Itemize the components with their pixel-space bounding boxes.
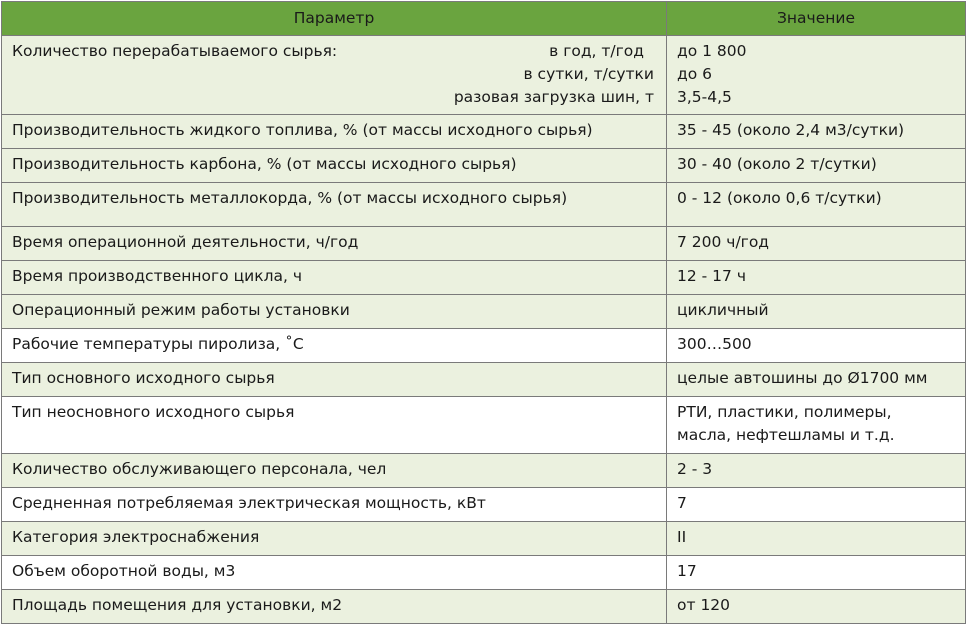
value-cell: 0 - 12 (около 0,6 т/сутки) xyxy=(667,183,966,227)
table-row xyxy=(2,363,966,397)
parameters-table xyxy=(1,1,966,624)
param-cell: Тип основного исходного сырья xyxy=(2,363,667,397)
table-row xyxy=(2,227,966,261)
param-cell: Категория электроснабжения xyxy=(2,522,667,556)
value-line: до 1 800 xyxy=(677,42,747,60)
header-value: Значение xyxy=(667,2,966,36)
header-parameter: Параметр xyxy=(2,2,667,36)
table-row xyxy=(2,183,966,227)
table-row xyxy=(2,149,966,183)
table-row xyxy=(2,454,966,488)
param-cell: Производительность металлокорда, % (от массы исходного сырья) xyxy=(2,183,667,227)
value-cell: от 120 xyxy=(667,590,966,624)
param-cell: Площадь помещения для установки, м2 xyxy=(2,590,667,624)
table-row xyxy=(2,261,966,295)
param-sub-label: в год, т/год xyxy=(549,42,644,60)
param-cell: Производительность карбона, % (от массы исходного сырья) xyxy=(2,149,667,183)
value-cell: 30 - 40 (около 2 т/сутки) xyxy=(667,149,966,183)
value-line: 3,5-4,5 xyxy=(677,88,732,106)
param-cell xyxy=(2,36,667,115)
value-cell: цикличный xyxy=(667,295,966,329)
param-label: Количество перерабатываемого сырья: xyxy=(12,42,338,60)
value-line: РТИ, пластики, полимеры, xyxy=(677,403,892,421)
value-cell: 7 xyxy=(667,488,966,522)
param-cell: Производительность жидкого топлива, % (от массы исходного сырья) xyxy=(2,115,667,149)
value-cell: 300…500 xyxy=(667,329,966,363)
value-cell: II xyxy=(667,522,966,556)
value-cell: 2 - 3 xyxy=(667,454,966,488)
value-cell: 7 200 ч/год xyxy=(667,227,966,261)
table-row xyxy=(2,522,966,556)
table-header-row xyxy=(2,2,966,36)
param-cell: Средненная потребляемая электрическая мощность, кВт xyxy=(2,488,667,522)
param-cell: Количество обслуживающего персонала, чел xyxy=(2,454,667,488)
value-cell: целые автошины до Ø1700 мм xyxy=(667,363,966,397)
param-cell: Объем оборотной воды, м3 xyxy=(2,556,667,590)
param-sub-label: разовая загрузка шин, т xyxy=(453,88,654,106)
table-row xyxy=(2,556,966,590)
param-cell: Время операционной деятельности, ч/год xyxy=(2,227,667,261)
table-row xyxy=(2,488,966,522)
value-cell xyxy=(667,36,966,115)
table-row xyxy=(2,397,966,454)
param-cell: Операционный режим работы установки xyxy=(2,295,667,329)
table-row xyxy=(2,590,966,624)
table-row xyxy=(2,36,966,115)
param-cell: Время производственного цикла, ч xyxy=(2,261,667,295)
param-cell: Рабочие температуры пиролиза, ˚С xyxy=(2,329,667,363)
value-cell xyxy=(667,397,966,454)
param-cell: Тип неосновного исходного сырья xyxy=(2,397,667,454)
value-line: до 6 xyxy=(677,65,712,83)
table-row xyxy=(2,115,966,149)
table-row xyxy=(2,295,966,329)
value-cell: 35 - 45 (около 2,4 м3/сутки) xyxy=(667,115,966,149)
table-row xyxy=(2,329,966,363)
value-cell: 17 xyxy=(667,556,966,590)
value-line: масла, нефтешламы и т.д. xyxy=(677,426,895,444)
param-sub-label: в сутки, т/сутки xyxy=(523,65,654,83)
value-cell: 12 - 17 ч xyxy=(667,261,966,295)
